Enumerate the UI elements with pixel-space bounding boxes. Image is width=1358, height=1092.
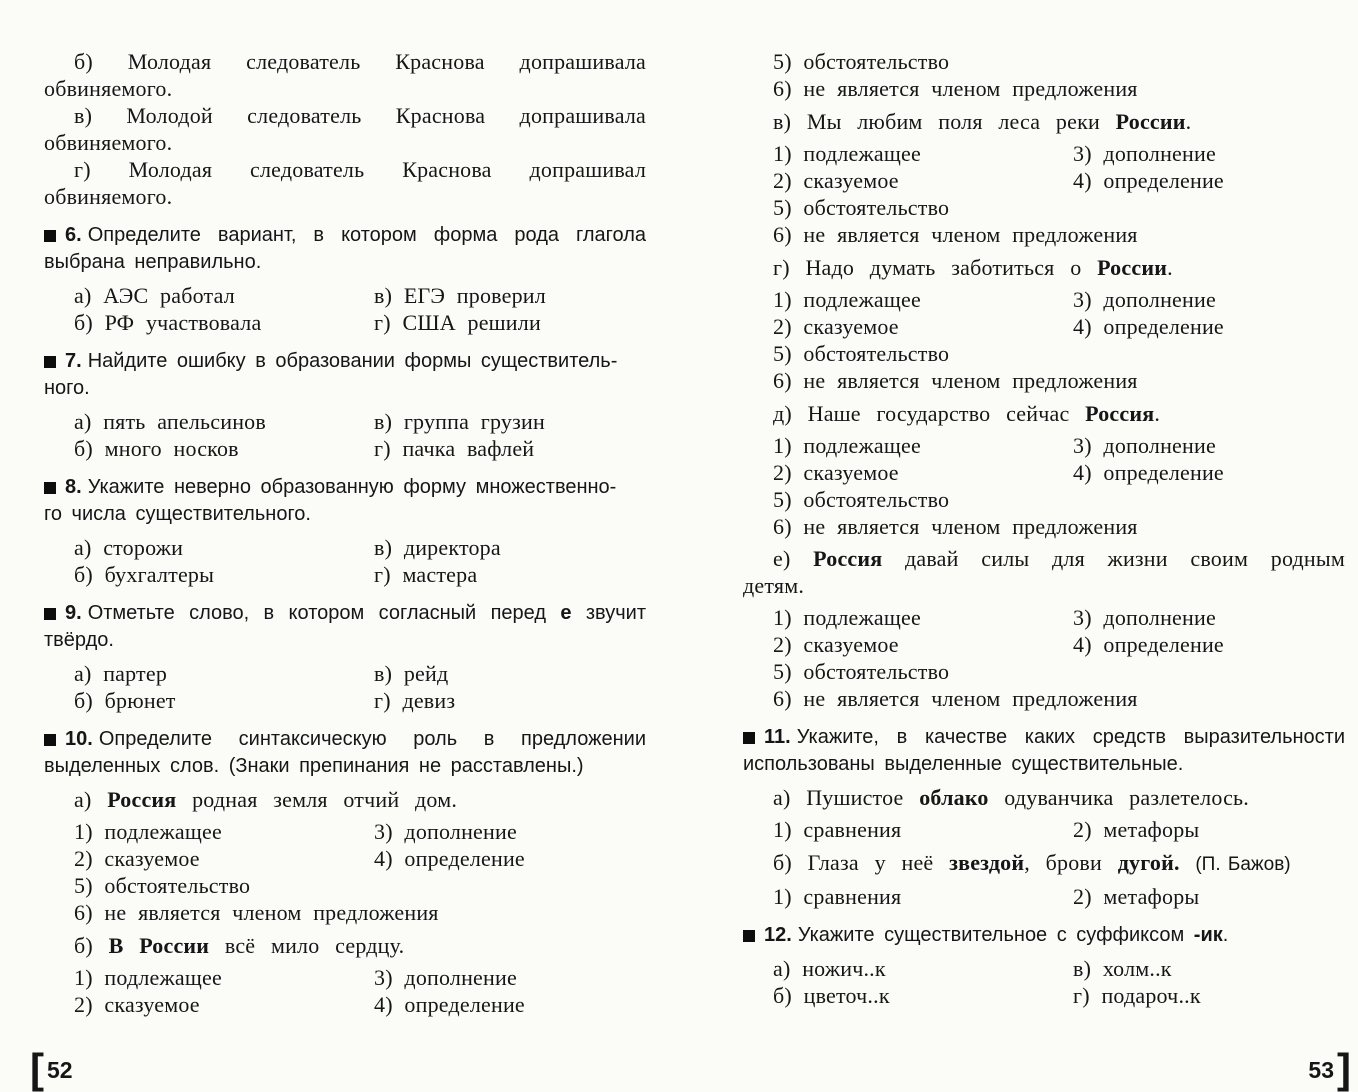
options-group: [44, 534, 646, 588]
option-cell: 1) подлежащее: [773, 433, 921, 458]
option-cell: а) пять апельсинов: [74, 409, 266, 434]
option-cell: в) директора: [374, 535, 501, 560]
option-row: [44, 309, 646, 336]
text-segment: а) Пушистое: [773, 785, 920, 810]
text-segment: -ик: [1193, 924, 1223, 946]
question-text: [44, 224, 646, 273]
option-cell: 6) не является членом предложения: [773, 368, 1138, 393]
sentence-option: [743, 254, 1345, 281]
option-cell: 4) определение: [374, 846, 525, 871]
option-row: [743, 194, 1345, 221]
text-segment: в) Молодой следователь Краснова допрашивала обвиняемого.: [44, 103, 646, 155]
option-cell: 1) подлежащее: [773, 605, 921, 630]
text-segment: .: [1222, 924, 1229, 946]
option-row: [743, 140, 1345, 167]
sentence-option: [743, 108, 1345, 135]
text-segment: дугой.: [1117, 850, 1180, 875]
option-row: [743, 955, 1345, 982]
answer-option-paragraph: [743, 545, 1345, 599]
option-cell: г) подароч..к: [1073, 983, 1201, 1008]
option-row: [44, 561, 646, 588]
text-segment: Россия: [107, 787, 177, 812]
options-group: [743, 48, 1345, 102]
question-heading: [44, 348, 646, 402]
option-row: [743, 658, 1345, 685]
text-segment: Определите вариант, в котором форма рода глагола выбрана неправильно.: [44, 224, 646, 273]
option-cell: 6) не является членом предложения: [74, 900, 439, 925]
page-footer-left: [30, 1045, 76, 1092]
option-row: [44, 282, 646, 309]
question-heading: [743, 922, 1345, 949]
option-cell: г) девиз: [374, 688, 456, 713]
option-cell: г) пачка вафлей: [374, 436, 535, 461]
option-row: [743, 367, 1345, 394]
question-number: 10.: [65, 728, 93, 750]
bullet-square-icon: [743, 930, 755, 942]
option-row: [44, 687, 646, 714]
text-segment: Укажите, в качестве каких средств выразительности использованы выделенные существительные.: [743, 726, 1345, 775]
option-row: [44, 872, 646, 899]
text-segment: (П. Бажов): [1195, 854, 1291, 875]
option-cell: г) мастера: [374, 562, 478, 587]
text-segment: России: [1097, 255, 1168, 280]
option-cell: 2) сказуемое: [773, 168, 899, 193]
text-segment: е: [560, 602, 572, 624]
question-text: [743, 726, 1345, 775]
answer-option-paragraph: [44, 102, 646, 156]
option-cell: 1) подлежащее: [773, 287, 921, 312]
option-cell: 2) метафоры: [1073, 817, 1200, 842]
option-row: [743, 883, 1345, 910]
option-row: [44, 818, 646, 845]
options-group: [743, 432, 1345, 540]
text-segment: России: [1115, 109, 1186, 134]
option-cell: а) сторожи: [74, 535, 184, 560]
option-cell: в) ЕГЭ проверил: [374, 283, 546, 308]
page-number: 52: [47, 1057, 73, 1083]
option-row: [743, 167, 1345, 194]
option-cell: 3) дополнение: [374, 819, 517, 844]
options-group: [743, 286, 1345, 394]
bullet-square-icon: [743, 732, 755, 744]
options-group: [44, 964, 646, 1018]
question-number: 12.: [764, 924, 792, 946]
text-segment: б) Глаза у неё: [773, 850, 950, 875]
option-row: [44, 964, 646, 991]
text-segment: Укажите неверно образованную форму множественно-: [87, 476, 617, 498]
option-cell: 6) не является членом предложения: [773, 222, 1138, 247]
option-row: [743, 75, 1345, 102]
option-cell: б) РФ участвовала: [74, 310, 262, 335]
text-segment: го числа существительного.: [44, 503, 311, 525]
text-segment: .: [1154, 401, 1161, 426]
answer-option-paragraph: [44, 48, 646, 102]
options-group: [743, 604, 1345, 712]
bullet-square-icon: [44, 356, 56, 368]
option-cell: 5) обстоятельство: [773, 195, 950, 220]
option-cell: 3) дополнение: [1073, 287, 1216, 312]
option-row: [44, 408, 646, 435]
option-row: [44, 845, 646, 872]
option-cell: 5) обстоятельство: [74, 873, 251, 898]
option-row: [44, 435, 646, 462]
options-group: [44, 282, 646, 336]
bullet-square-icon: [44, 734, 56, 746]
text-segment: звездой: [949, 850, 1025, 875]
option-cell: 2) сказуемое: [74, 846, 200, 871]
option-cell: 5) обстоятельство: [773, 341, 950, 366]
option-row: [743, 432, 1345, 459]
question-heading: [44, 600, 646, 654]
page-left-content: [44, 48, 646, 1018]
question-heading: [44, 474, 646, 528]
option-cell: 2) сказуемое: [74, 992, 200, 1017]
text-segment: .: [1185, 109, 1192, 134]
option-cell: а) АЭС работал: [74, 283, 235, 308]
sentence-option: [743, 784, 1345, 811]
option-row: [743, 816, 1345, 843]
page-right-content: [743, 48, 1345, 1009]
question-text: [44, 602, 646, 651]
option-row: [743, 604, 1345, 631]
page-left: [30, 48, 646, 1092]
text-segment: давай силы для жизни своим родным детям.: [743, 546, 1345, 598]
text-segment: родная земля отчий дом.: [176, 787, 458, 812]
option-row: [44, 534, 646, 561]
option-row: [743, 486, 1345, 513]
question-heading: [44, 726, 646, 780]
options-group: [44, 818, 646, 926]
sentence-option: [44, 932, 646, 959]
option-row: [743, 48, 1345, 75]
option-cell: 5) обстоятельство: [773, 659, 950, 684]
options-group: [44, 660, 646, 714]
text-segment: Отметьте слово, в котором согласный перед: [87, 602, 561, 624]
sentence-option: [743, 849, 1345, 878]
question-heading: [743, 724, 1345, 778]
option-row: [743, 982, 1345, 1009]
option-cell: 3) дополнение: [1073, 605, 1216, 630]
option-cell: 2) сказуемое: [773, 632, 899, 657]
text-segment: Найдите ошибку в образовании формы существитель-: [87, 350, 618, 372]
page-number: 53: [1308, 1057, 1334, 1083]
option-cell: а) партер: [74, 661, 168, 686]
option-row: [743, 513, 1345, 540]
question-number: 9.: [65, 602, 82, 624]
option-cell: 4) определение: [1073, 314, 1224, 339]
text-segment: всё мило сердцу.: [209, 933, 405, 958]
option-cell: 4) определение: [1073, 168, 1224, 193]
text-segment: е): [773, 546, 814, 571]
option-cell: 1) сравнения: [773, 884, 902, 909]
text-segment: звучит твёрдо.: [44, 602, 646, 651]
text-segment: г) Молодая следователь Краснова допрашивал обвиняемого.: [44, 157, 646, 209]
option-cell: 1) подлежащее: [74, 965, 222, 990]
text-segment: г) Надо думать заботиться о: [773, 255, 1098, 280]
text-segment: б): [74, 933, 109, 958]
option-cell: б) брюнет: [74, 688, 176, 713]
option-cell: 6) не является членом предложения: [773, 76, 1138, 101]
option-cell: б) много носков: [74, 436, 239, 461]
option-cell: в) рейд: [374, 661, 449, 686]
text-segment: Укажите существительное с суффиксом: [797, 924, 1194, 946]
option-cell: 3) дополнение: [374, 965, 517, 990]
option-row: [743, 459, 1345, 486]
option-row: [743, 340, 1345, 367]
option-cell: 1) сравнения: [773, 817, 902, 842]
text-segment: одуванчика разлетелось.: [988, 785, 1249, 810]
option-row: [743, 631, 1345, 658]
text-segment: , брови: [1024, 850, 1118, 875]
options-group: [743, 816, 1345, 843]
option-row: [44, 991, 646, 1018]
bullet-square-icon: [44, 482, 56, 494]
options-group: [44, 408, 646, 462]
option-row: [743, 313, 1345, 340]
option-cell: 1) подлежащее: [773, 141, 921, 166]
options-group: [743, 955, 1345, 1009]
question-number: 8.: [65, 476, 82, 498]
question-heading: [44, 222, 646, 276]
option-cell: б) бухгалтеры: [74, 562, 215, 587]
question-text: [44, 728, 646, 777]
option-cell: 4) определение: [1073, 632, 1224, 657]
text-segment: В России: [108, 933, 210, 958]
sentence-option: [743, 400, 1345, 427]
option-cell: в) холм..к: [1073, 956, 1172, 981]
bracket-open-glyph: [: [30, 1045, 44, 1092]
text-segment: в) Мы любим поля леса реки: [773, 109, 1116, 134]
text-segment: б) Молодая следователь Краснова допрашивала обвиняемого.: [44, 49, 646, 101]
text-segment: а): [74, 787, 108, 812]
option-cell: в) группа грузин: [374, 409, 545, 434]
question-number: 7.: [65, 350, 82, 372]
option-cell: 1) подлежащее: [74, 819, 222, 844]
option-cell: 4) определение: [1073, 460, 1224, 485]
question-text: [44, 350, 617, 399]
text-segment: облако: [919, 785, 989, 810]
option-cell: б) цветоч..к: [773, 983, 890, 1008]
option-row: [44, 899, 646, 926]
sentence-option: [44, 786, 646, 813]
answer-option-paragraph: [44, 156, 646, 210]
text-segment: д) Наше государство сейчас: [773, 401, 1086, 426]
option-cell: а) ножич..к: [773, 956, 886, 981]
option-cell: 5) обстоятельство: [773, 49, 950, 74]
option-cell: 3) дополнение: [1073, 433, 1216, 458]
text-segment: [1180, 850, 1196, 875]
option-cell: 2) метафоры: [1073, 884, 1200, 909]
question-text: [798, 924, 1229, 946]
option-cell: 4) определение: [374, 992, 525, 1017]
question-number: 6.: [65, 224, 82, 246]
option-cell: 6) не является членом предложения: [773, 514, 1138, 539]
option-row: [743, 221, 1345, 248]
option-cell: 2) сказуемое: [773, 460, 899, 485]
text-segment: Россия: [1085, 401, 1155, 426]
page-footer-right: [1305, 1045, 1351, 1092]
page-right: [743, 48, 1351, 1092]
option-cell: г) США решили: [374, 310, 541, 335]
option-row: [743, 286, 1345, 313]
question-number: 11.: [764, 726, 791, 748]
bullet-square-icon: [44, 608, 56, 620]
text-segment: .: [1167, 255, 1173, 280]
options-group: [743, 140, 1345, 248]
bracket-close-glyph: ]: [1337, 1045, 1351, 1092]
text-segment: Россия: [813, 546, 883, 571]
option-cell: 5) обстоятельство: [773, 487, 950, 512]
options-group: [743, 883, 1345, 910]
question-text: [44, 476, 616, 525]
option-cell: 2) сказуемое: [773, 314, 899, 339]
bullet-square-icon: [44, 230, 56, 242]
option-cell: 3) дополнение: [1073, 141, 1216, 166]
option-row: [743, 685, 1345, 712]
text-segment: Определите синтаксическую роль в предложении выделенных слов. (Знаки препинания не расставлены.): [44, 728, 646, 777]
option-cell: 6) не является членом предложения: [773, 686, 1138, 711]
option-row: [44, 660, 646, 687]
text-segment: ного.: [44, 377, 90, 399]
